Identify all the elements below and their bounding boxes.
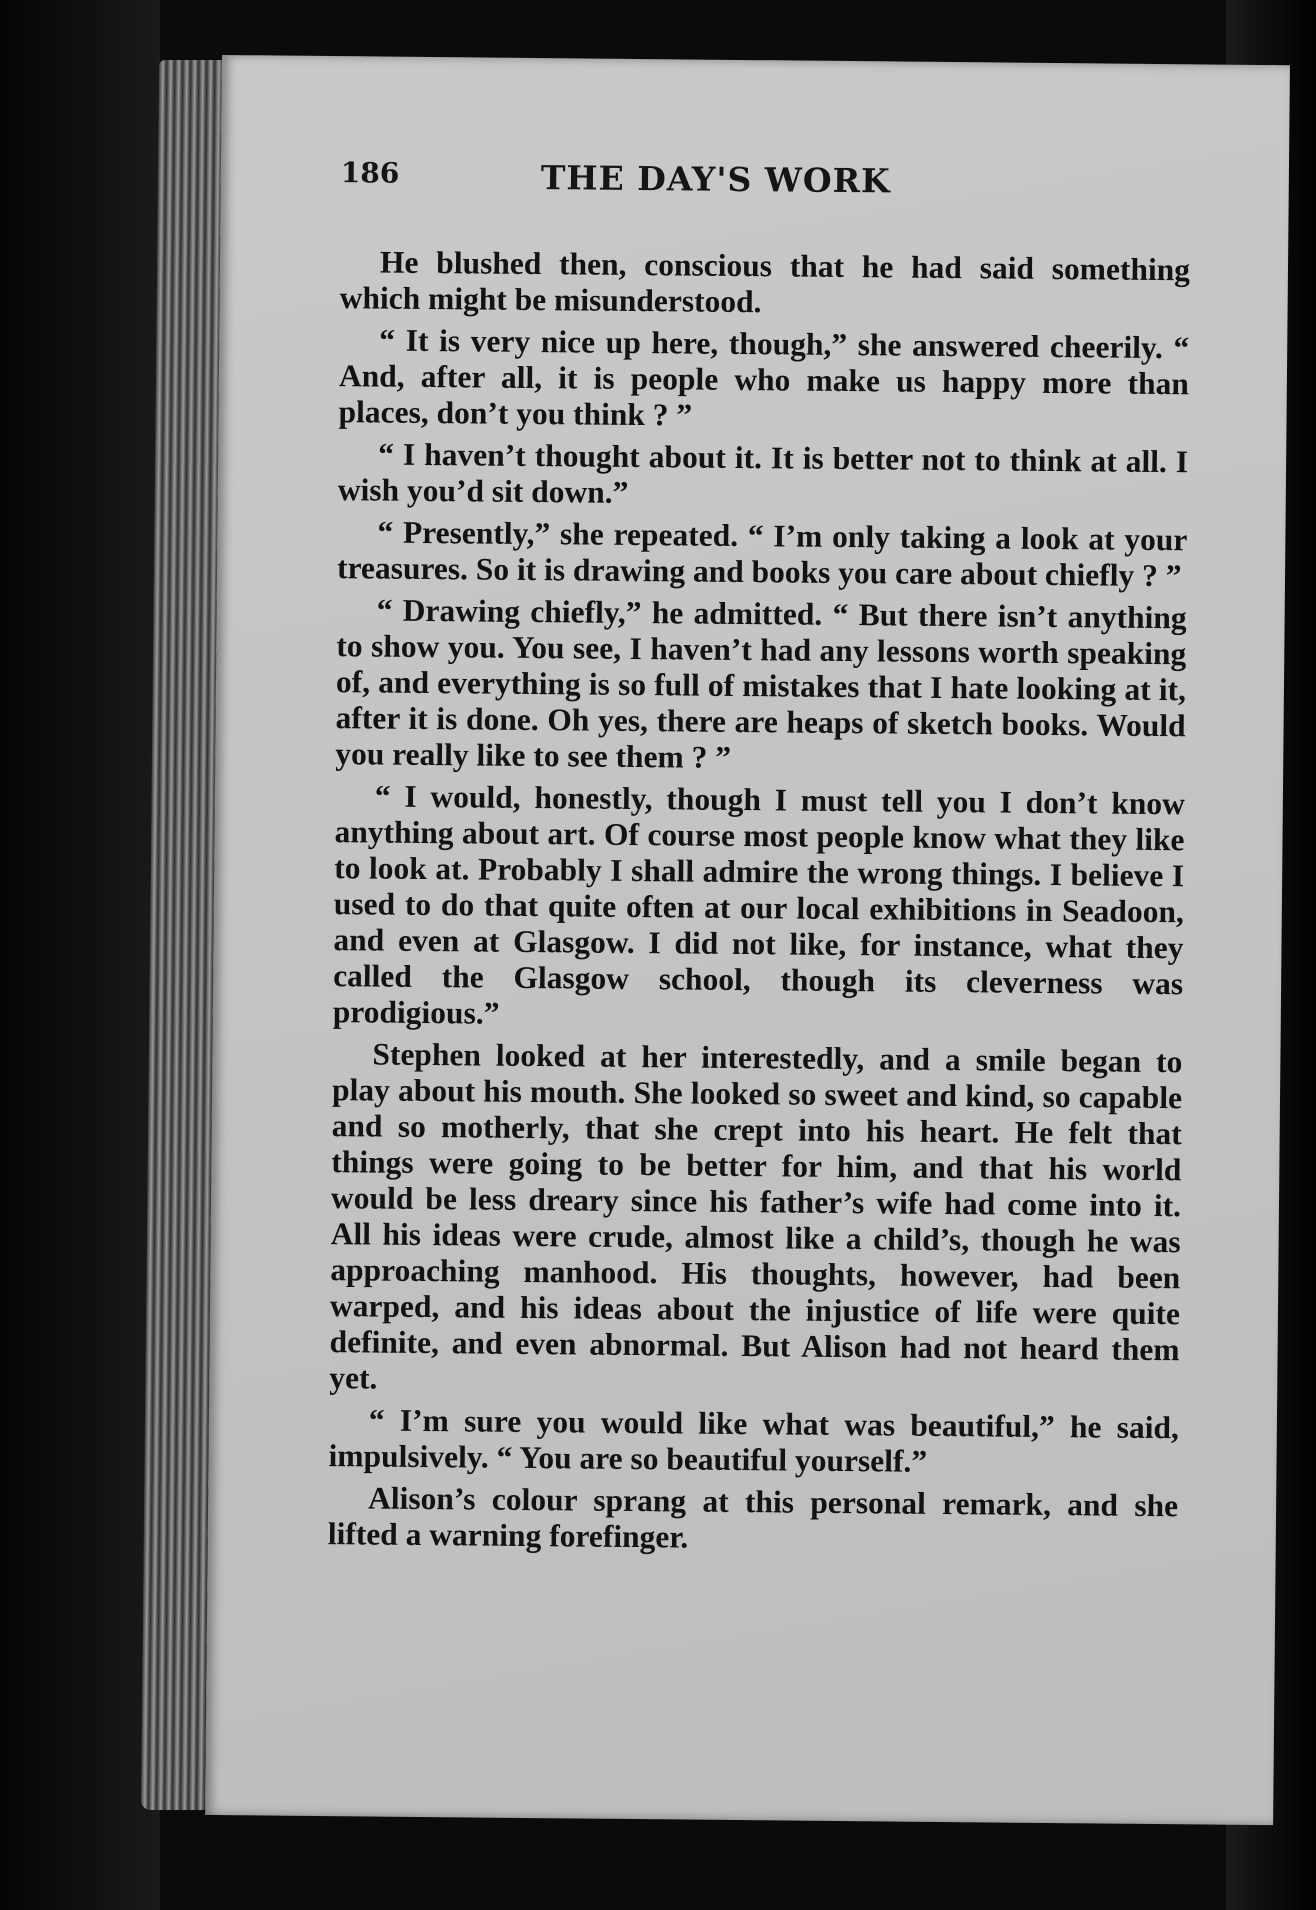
page-content bbox=[328, 156, 1191, 1566]
body-text bbox=[328, 244, 1191, 1560]
paragraph: “ Presently,” she repeated. “ I’m only taking a look at your treasures. So it is drawing and books you care about chiefly ? ” bbox=[336, 514, 1188, 594]
paragraph: Stephen looked at her interestedly, and a smile began to play about his mouth. She looked so sweet and kind, so capable and so motherly, that she crept into his heart. He felt that things were going to be better for him, and that his world would be less dreary since his father’s wife had come into it. All his ideas were crude, almost like a child’s, though he was approaching manhood. His thoughts, however, had been warped, and his ideas about the injustice of life were quite definite, and even abnormal. But Alison had not heard them yet. bbox=[329, 1036, 1183, 1396]
paragraph: “ Drawing chiefly,” he admitted. “ But there isn’t anything to show you. You see, I haven’t had any lessons worth speaking of, and everything is so full of mistakes that I hate looking at it, after it is done. Oh yes, there are heaps of sketch books. Would you really like to see them ? ” bbox=[335, 592, 1187, 775]
paragraph: “ I haven’t thought about it. It is better not to think at all. I wish you’d sit down.” bbox=[337, 436, 1189, 510]
running-head bbox=[340, 156, 1191, 224]
book-page bbox=[205, 55, 1290, 1825]
paragraph: “ It is very nice up here, though,” she answered cheerily. “ And, after all, it is people who make us happy more than places, don’t you think ? ” bbox=[338, 322, 1190, 433]
page-number: 186 bbox=[340, 156, 400, 190]
paragraph: “ I would, honestly, though I must tell you I don’t know anything about art. Of course most people know what they like to look at. Probably I shall admire the wrong things. I believe I used to do that quite often at our local exhibitions in Seadoon, and even at Glasgow. I did not like, for instance, what they called the Glasgow school, though its cleverness was prodigious.” bbox=[332, 778, 1186, 1031]
paragraph: Alison’s colour sprang at this personal remark, and she lifted a warning forefinger. bbox=[327, 1480, 1179, 1555]
running-title: THE DAY'S WORK bbox=[540, 158, 891, 201]
book-spine-shadow bbox=[0, 0, 160, 1910]
paragraph: “ I’m sure you would like what was beautiful,” he said, impulsively. “ You are so beautiful yourself.” bbox=[328, 1402, 1180, 1479]
paragraph: He blushed then, conscious that he had said something which might be misunderstood. bbox=[339, 244, 1191, 320]
